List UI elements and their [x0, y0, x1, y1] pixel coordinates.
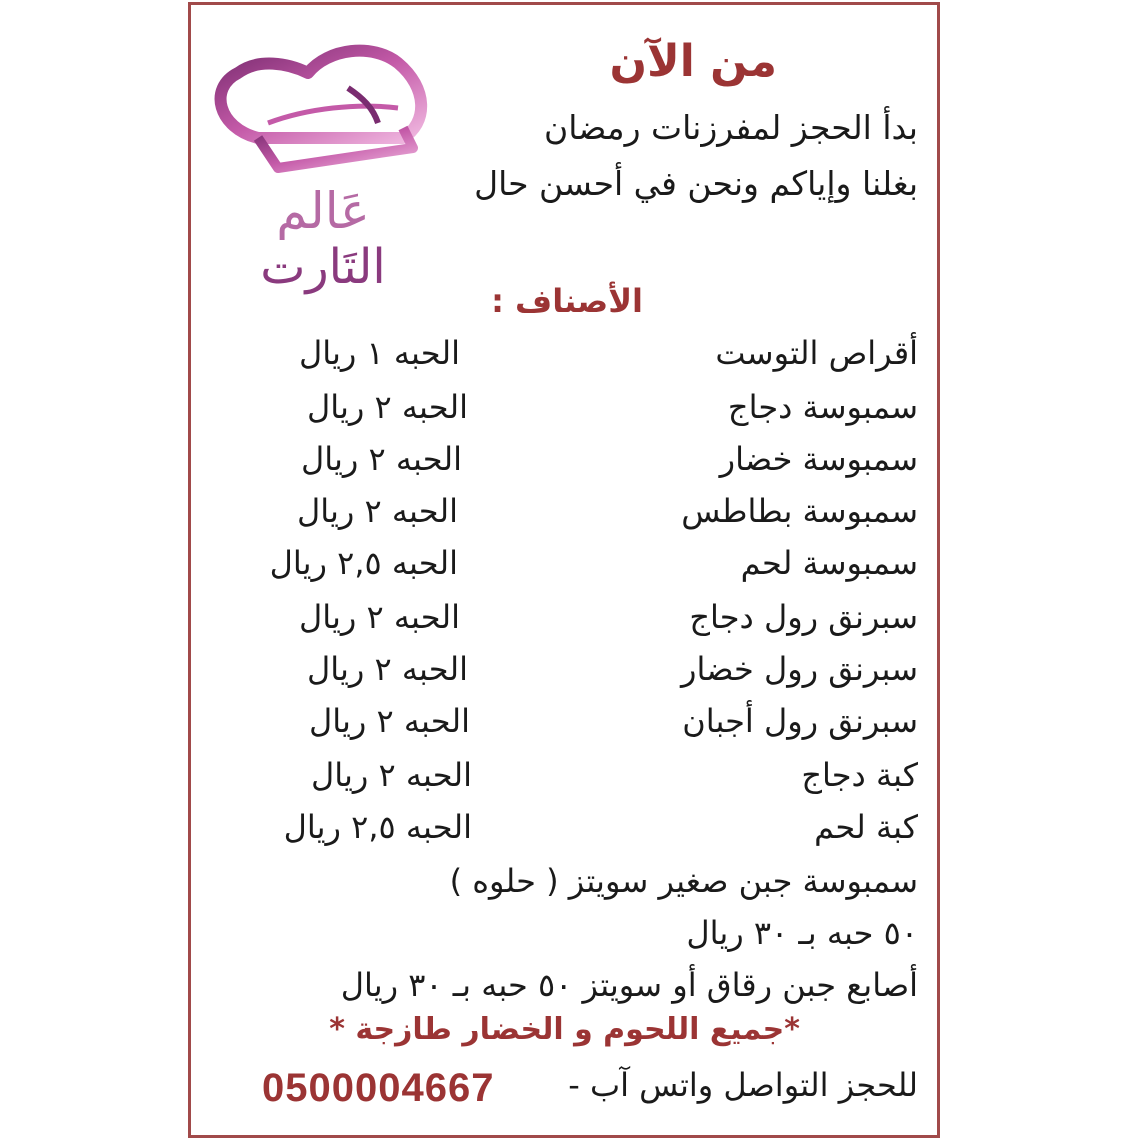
menu-item-price: الحبه ٢ ريال — [307, 650, 468, 688]
brand-logo — [198, 28, 448, 298]
menu-item-name: سمبوسة بطاطس — [681, 492, 918, 530]
phone-number[interactable]: 0500004667 — [262, 1066, 495, 1110]
intro-line-1: بدأ الحجز لمفرزنات رمضان — [544, 108, 918, 147]
menu-item-price: الحبه ٢ ريال — [311, 756, 472, 794]
menu-item-name: سبرنق رول دجاج — [689, 598, 918, 636]
menu-item-name: كبة دجاج — [801, 756, 918, 794]
menu-item-name: كبة لحم — [814, 808, 918, 846]
menu-item-price: الحبه ٢ ريال — [301, 440, 462, 478]
contact-label: للحجز التواصل واتس آب - — [568, 1066, 918, 1104]
intro-line-2: بغلنا وإياكم ونحن في أحسن حال — [474, 164, 918, 203]
logo-text-line1: عَالم — [276, 182, 370, 240]
menu-item-name: سمبوسة لحم — [740, 544, 918, 582]
menu-item-name: سمبوسة خضار — [719, 440, 918, 478]
menu-item-price: الحبه ٢,٥ ريال — [269, 544, 458, 582]
logo-text-line2: التَارت — [260, 239, 386, 295]
menu-item-name: أقراص التوست — [715, 334, 918, 372]
menu-item-price: الحبه ١ ريال — [299, 334, 460, 372]
chef-hat-icon — [221, 51, 422, 168]
sweets-line-2: ٥٠ حبه بـ ٣٠ ريال — [686, 914, 918, 952]
menu-item-name: سمبوسة دجاج — [727, 388, 918, 426]
page-title: من الآن — [609, 36, 777, 87]
menu-item-name: سبرنق رول خضار — [681, 650, 918, 688]
menu-item-price: الحبه ٢ ريال — [297, 492, 458, 530]
categories-heading: الأصناف : — [491, 282, 643, 320]
menu-item-price: الحبه ٢,٥ ريال — [283, 808, 472, 846]
menu-item-price: الحبه ٢ ريال — [309, 702, 470, 740]
sweets-line-1: سمبوسة جبن صغير سويتز ( حلوه ) — [449, 862, 918, 900]
menu-item-price: الحبه ٢ ريال — [299, 598, 460, 636]
menu-item-price: الحبه ٢ ريال — [307, 388, 468, 426]
sweets-line-3: أصابع جبن رقاق أو سويتز ٥٠ حبه بـ ٣٠ ريال — [340, 966, 918, 1004]
freshness-note: *جميع اللحوم و الخضار طازجة * — [329, 1012, 800, 1047]
menu-item-name: سبرنق رول أجبان — [682, 702, 918, 740]
